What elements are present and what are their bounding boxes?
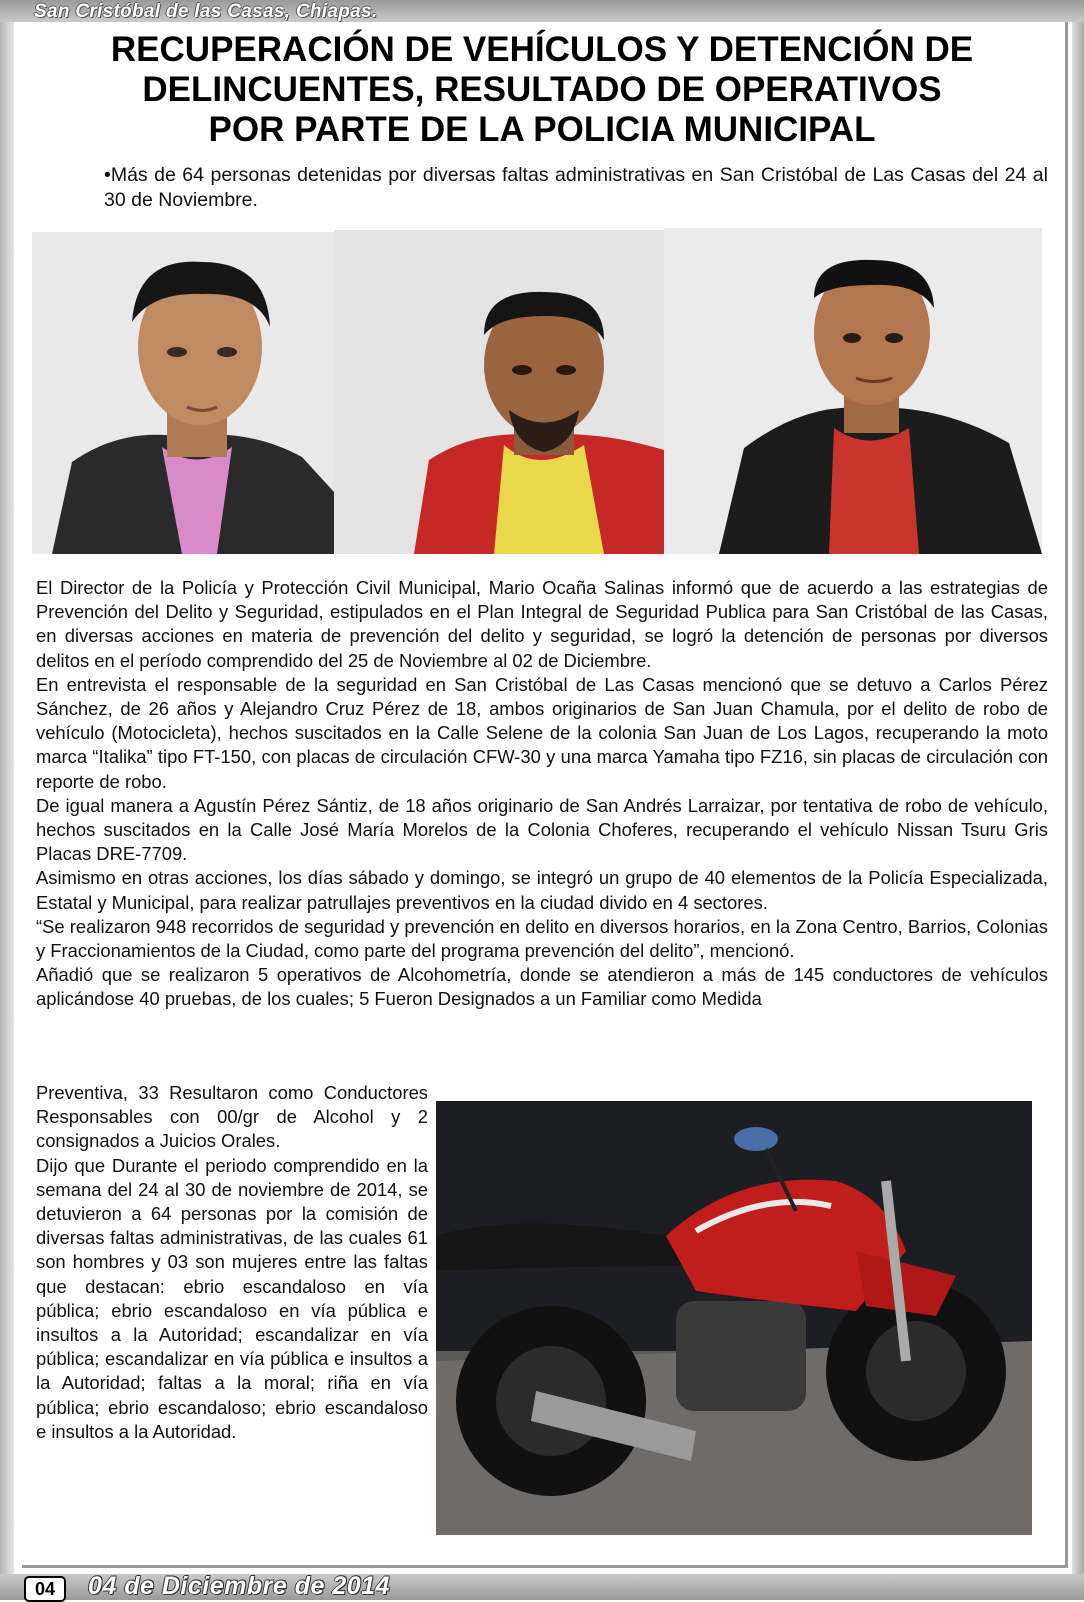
paragraph-7: Preventiva, 33 Resultaron como Conductores Responsables con 00/gr de Alcohol y 2 consignados a Juicios Orales. [36, 1082, 428, 1152]
page-number: 04 [24, 1576, 66, 1602]
headline [36, 30, 1048, 150]
issue-date: 04 de Diciembre de 2014 [88, 1572, 390, 1600]
paragraph-2: En entrevista el responsable de la seguridad en San Cristóbal de Las Casas mencionó que se detuvo a Carlos Pérez Sánchez, de 26 años y Alejandro Cruz Pérez de 18, ambos originarios de San Juan Chamula, por el delito de robo de vehículo (Motocicleta), hechos suscitados en la Calle Selene de la colonia San Juan de Los Lagos, recuperando la moto marca “Italika” tipo FT-150, con placas de circulación CFW-30 y una marca Yamaha tipo FZ16, sin placas de circulación con reporte de robo. [36, 673, 1048, 792]
photo-detainee-2 [334, 230, 664, 554]
paragraph-8: Dijo que Durante el periodo comprendido en la semana del 24 al 30 de noviembre de 2014, se detuvieron a 64 personas por la comisión de diversas faltas administrativas, de las cuales 61 son hombres y 03 son mujeres entre las faltas que destacan: ebrio escandaloso en vía pública; ebrio escandaloso en vía pública e insultos a la Autoridad; escandalizar en vía pública; escandalizar en vía pública e insultos a la Autoridad; faltas a la moral; riña en vía pública; ebrio escandaloso; ebrio escandaloso e insultos a la Autoridad. [36, 1154, 428, 1442]
left-border [0, 22, 14, 1578]
photo-detainee-3 [664, 228, 1042, 554]
photo-detainee-1 [32, 232, 334, 554]
right-border [1072, 22, 1084, 1578]
article-body-column [36, 1081, 428, 1444]
paragraph-5: “Se realizaron 948 recorridos de seguridad y prevención en delito en diversos horarios, en la Zona Centro, Barrios, Colonias y Fraccionamientos de la Ciudad, como parte del programa prevención del delito”, mencionó. [36, 915, 1048, 962]
paragraph-6: Añadió que se realizaron 5 operativos de Alcohometría, donde se atendieron a más de 145 conductores de vehículos aplicándose 40 pruebas, de los cuales; 5 Fueron Designados a un Familiar como Medida [36, 964, 1048, 1010]
headline-line-3: POR PARTE DE LA POLICIA MUNICIPAL [208, 110, 876, 149]
headline-line-2: DELINCUENTES, RESULTADO DE OPERATIVOS [142, 70, 942, 109]
article-body [36, 576, 1048, 1012]
paragraph-4: Asimismo en otras acciones, los días sábado y domingo, se integró un grupo de 40 elementos de la Policía Especializada, Estatal y Municipal, para realizar patrullajes preventivos en la ciudad divido en 4 sectores. [36, 867, 1048, 913]
paragraph-1: El Director de la Policía y Protección Civil Municipal, Mario Ocaña Salinas informó que de acuerdo a las estrategias de Prevención del Delito y Seguridad, estipulados en el Plan Integral de Seguridad Publica para San Cristóbal de las Casas, en diversas acciones en materia de prevención del delito y seguridad, se logró la detención de personas por diversos delitos en el período comprendido del 25 de Noviembre al 02 de Diciembre. [36, 577, 1048, 671]
summary-bullet: •Más de 64 personas detenidas por diversas faltas administrativas en San Cristóbal de Las Casas del 24 al 30 de Noviembre. [104, 164, 1048, 211]
paragraph-3: De igual manera a Agustín Pérez Sántiz, de 18 años originario de San Andrés Larraizar, por tentativa de robo de vehículo, hechos suscitados en la Calle José María Morelos de la Colonia Choferes, recuperando el vehículo Nissan Tsuru Gris Placas DRE-7709. [36, 794, 1048, 865]
headline-line-1: RECUPERACIÓN DE VEHÍCULOS Y DETENCIÓN DE [110, 30, 974, 69]
header-location: San Cristóbal de las Casas, Chiapas. [34, 1, 378, 22]
photo-recovered-motorcycle [436, 1101, 1032, 1535]
